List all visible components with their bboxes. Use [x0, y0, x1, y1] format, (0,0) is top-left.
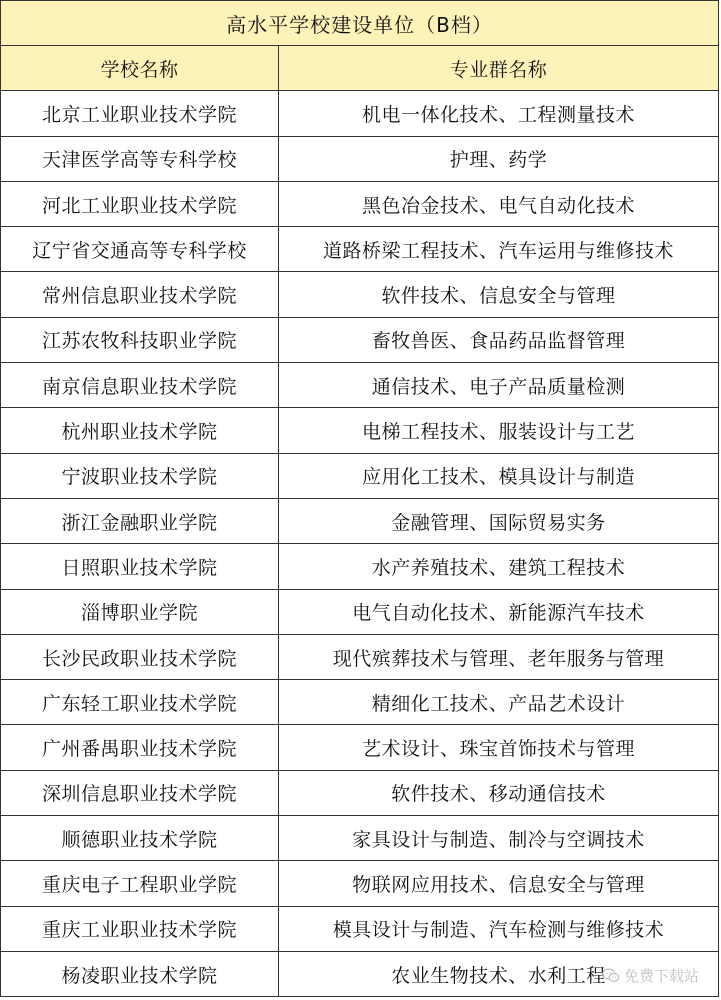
- table-row: [1, 635, 718, 680]
- table-row: [1, 499, 718, 544]
- major-group-cell: 模具设计与制造、汽车检测与维修技术: [332, 919, 665, 942]
- school-name-cell: 南京信息职业技术学院: [1, 363, 279, 407]
- school-name-cell: 辽宁省交通高等专科学校: [1, 227, 279, 271]
- major-group-cell: 黑色冶金技术、电气自动化技术: [361, 194, 635, 217]
- school-name-cell: 杭州职业技术学院: [1, 408, 279, 452]
- major-group-cell: 家具设计与制造、制冷与空调技术: [352, 828, 645, 851]
- school-name-cell: 天津医学高等专科学校: [1, 137, 279, 181]
- school-name-cell: 日照职业技术学院: [1, 544, 279, 588]
- major-group-cell: 电气自动化技术、新能源汽车技术: [352, 602, 645, 625]
- table-row: [1, 544, 718, 589]
- table-row: [1, 363, 718, 408]
- school-name-cell: 广州番禺职业技术学院: [1, 725, 279, 769]
- major-group-cell: 软件技术、信息安全与管理: [381, 285, 616, 308]
- header-major: 专业群名称: [449, 58, 548, 81]
- major-group-cell: 通信技术、电子产品质量检测: [371, 375, 626, 398]
- major-group-cell: 物联网应用技术、信息安全与管理: [352, 873, 645, 896]
- table-row: [1, 861, 718, 906]
- wechat-icon: [602, 968, 620, 983]
- school-name-cell: 深圳信息职业技术学院: [1, 771, 279, 815]
- major-group-cell: 软件技术、移动通信技术: [391, 783, 606, 806]
- school-name-cell: 重庆工业职业技术学院: [1, 907, 279, 951]
- school-name-cell: 广东轻工职业技术学院: [1, 680, 279, 724]
- major-group-cell: 艺术设计、珠宝首饰技术与管理: [361, 738, 635, 761]
- table-header-row: [1, 46, 718, 91]
- major-group-cell: 水产养殖技术、建筑工程技术: [371, 556, 626, 579]
- major-group-cell: 金融管理、国际贸易实务: [391, 511, 606, 534]
- school-name-cell: 重庆电子工程职业学院: [1, 861, 279, 905]
- table-row: [1, 227, 718, 272]
- table-title: 高水平学校建设单位（B档）: [1, 1, 718, 46]
- school-name-cell: 长沙民政职业技术学院: [1, 635, 279, 679]
- watermark-text: 免费下载站: [623, 967, 699, 985]
- major-group-cell: 电梯工程技术、服装设计与工艺: [361, 421, 635, 444]
- major-group-cell: 畜牧兽医、食品药品监督管理: [371, 330, 626, 353]
- table-row: [1, 590, 718, 635]
- school-name-cell: 浙江金融职业学院: [1, 499, 279, 543]
- major-group-cell: 精细化工技术、产品艺术设计: [371, 692, 626, 715]
- school-name-cell: 宁波职业技术学院: [1, 454, 279, 498]
- table-row: [1, 454, 718, 499]
- major-group-cell: 道路桥梁工程技术、汽车运用与维修技术: [322, 239, 674, 262]
- table-row: [1, 318, 718, 363]
- school-name-cell: 淄博职业学院: [1, 590, 279, 634]
- table-row: [1, 137, 718, 182]
- school-name-cell: 江苏农牧科技职业学院: [1, 318, 279, 362]
- major-group-cell: 现代殡葬技术与管理、老年服务与管理: [332, 647, 665, 670]
- school-name-cell: 北京工业职业技术学院: [1, 91, 279, 135]
- school-name-cell: 河北工业职业技术学院: [1, 182, 279, 226]
- table-row: [1, 816, 718, 861]
- school-name-cell: 常州信息职业技术学院: [1, 272, 279, 316]
- major-group-cell: 应用化工技术、模具设计与制造: [361, 466, 635, 489]
- table-row: [1, 272, 718, 317]
- table-row: [1, 680, 718, 725]
- major-group-cell: 机电一体化技术、工程测量技术: [361, 103, 635, 126]
- header-school: 学校名称: [1, 46, 279, 90]
- school-name-cell: 顺德职业技术学院: [1, 816, 279, 860]
- table-row: [1, 771, 718, 816]
- table-row: [1, 725, 718, 770]
- table-row: [1, 907, 718, 952]
- major-group-cell: 护理、药学: [449, 149, 548, 172]
- major-group-cell: 农业生物技术、水利工程: [391, 964, 606, 987]
- table-row: [1, 91, 718, 136]
- school-name-cell: 杨凌职业技术学院: [1, 952, 279, 996]
- table-row: [1, 182, 718, 227]
- table-row: [1, 408, 718, 453]
- watermark: [602, 965, 699, 986]
- table-body: [1, 91, 718, 997]
